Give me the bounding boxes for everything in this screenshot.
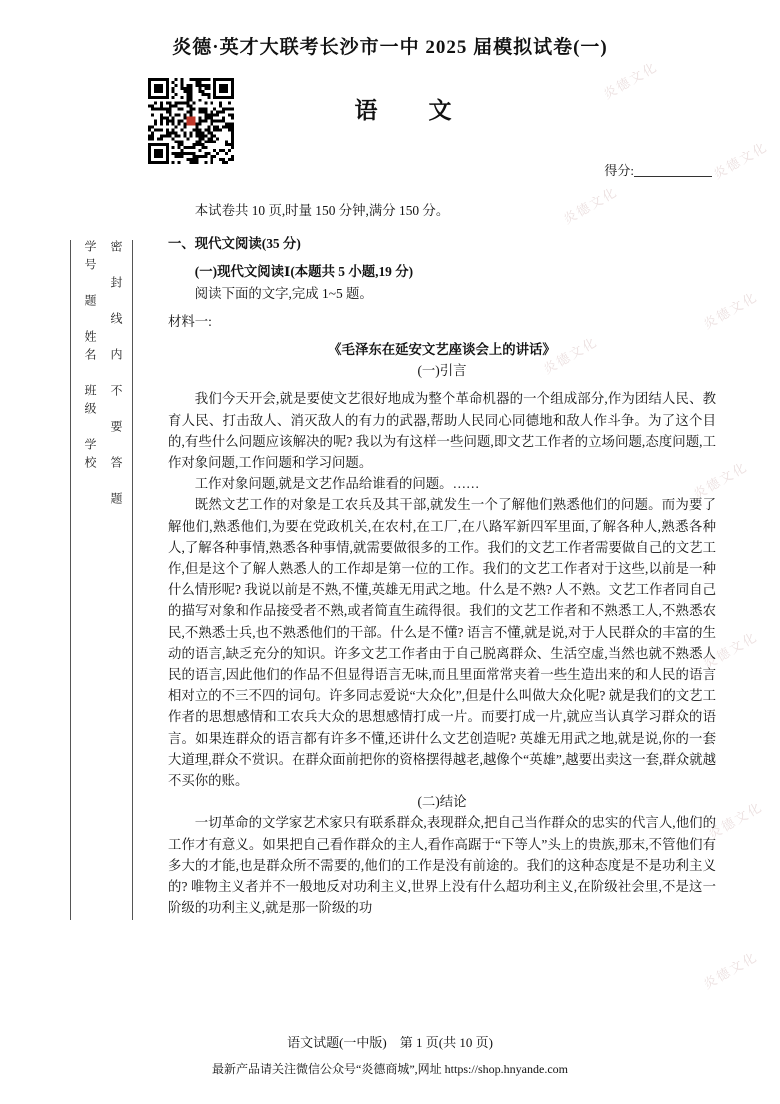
subject-title: 语 文 [354,98,466,123]
paragraph-4: 一切革命的文学家艺术家只有联系群众,表现群众,把自己当作群众的忠实的代言人,他们的工作才有意义。如果把自己看作群众的主人,看作高踞于“下等人”头上的贵族,那末,不管他们有多大的才能,也是群众所不需要的,他们的工作是没有前途的。我们的这种态度是不是功利主义的? 唯物主义者并不一般地反对功利主义,世界上没有什么超功利主义,在阶级社会里,不是这一阶级的功利主义,就是那一阶级的功 [168,815,716,916]
watermark: 炎德文化 [700,948,761,992]
subsection-heading-1: (一)现代文阅读Ⅰ(本题共 5 小题,19 分) [194,264,414,280]
sealing-line-column [60,240,140,920]
footer-advertisement: 最新产品请关注微信公众号“炎德商城”,网址 https://shop.hnyande.com [212,1062,568,1076]
chapter-heading-2: (二)结论 [417,794,467,810]
score-field [604,160,712,179]
page-title: 炎德·英才大联考长沙市一中 2025 届模拟试卷(一) [172,37,608,58]
paragraph-2: 工作对象问题,就是文艺作品给谁看的问题。…… [194,476,480,492]
score-label: 得分: [604,163,634,178]
section-heading-1: 一、现代文阅读(35 分) [168,236,301,252]
score-blank [634,163,712,177]
material-label: 材料一: [168,313,212,329]
qr-code-image [148,78,234,164]
subsection-note: 阅读下面的文字,完成 1~5 题。 [194,285,373,301]
watermark: 炎德文化 [600,58,661,102]
watermark: 炎德文化 [560,183,621,227]
paragraph-1: 我们今天开会,就是要使文艺很好地成为整个革命机器的一个组成部分,作为团结人民、教育人民、打击敌人、消灭敌人的有力的武器,帮助人民同心同德地和敌人作斗争。为了这个目的,有些什么问题应该解决的呢? 我以为有这样一些问题,即文艺工作者的立场问题,态度问题,工作对象问题,工作问题和学习问题。 [168,391,716,471]
watermark: 炎德文化 [700,288,761,332]
material-title: 《毛泽东在延安文艺座谈会上的讲话》 [328,342,556,358]
instructions-line: 本试卷共 10 页,时量 150 分钟,满分 150 分。 [194,203,450,218]
watermark: 炎德文化 [705,798,766,842]
sealing-text-fields: 学号 题 姓名 班级 学校 [83,240,97,474]
watermark: 炎德文化 [690,458,751,502]
paragraph-3: 既然文艺工作的对象是工农兵及其干部,就发生一个了解他们熟悉他们的问题。而为要了解他们,熟悉他们,为要在党政机关,在农村,在工厂,在八路军新四军里面,了解各种人,熟悉各种人,了解各种事情,熟悉各种事情,就需要做很多的工作。我们的文艺工作者需要做自己的文艺工作,但是这个了解人熟悉人的工作却是第一位的工作。我们的文艺工作者对于这些,以前是一种什么情形呢? 我说以前是不熟,不懂,英雄无用武之地。什么是不熟? 人不熟。文艺工作者同自己的描写对象和作品接受者不熟,或者简直生疏得很。我们的文艺工作者和不熟悉工人,不熟悉农民,不熟悉士兵,也不熟悉他们的干部。什么是不懂? 语言不懂,就是说,对于人民群众的丰富的生动的语言,缺乏充分的知识。许多文艺工作者由于自己脱离群众、生活空虚,当然也就不熟悉人民的语言,因此他们的作品不但显得语言无味,而且里面常常夹着一些生造出来的和人民的语言相对立的不三不四的词句。许多同志爱说“大众化”,但是什么叫做大众化呢? 就是我们的文艺工作者的思想感情和工农兵大众的思想感情打成一片。而要打成一片,就应当认真学习群众的语言。如果连群众的语言都有许多不懂,还讲什么文艺创造呢? 英雄无用武之地,就是说,你的一套大道理,群众不赏识。在群众面前把你的资格摆得越老,越像个“英雄”,越要出卖这一套,群众就越不买你的账。 [168,497,716,789]
sealing-rule-right [132,240,133,920]
document-body [168,200,716,919]
sealing-rule-left [70,240,71,920]
watermark: 炎德文化 [700,628,761,672]
footer-page-number: 语文试题(一中版) 第 1 页(共 10 页) [287,1035,493,1050]
chapter-heading-1: (一)引言 [417,363,467,379]
watermark: 炎德文化 [540,333,601,377]
sealing-text-notice: 密 封 线 内 不 要 答 题 [109,240,123,510]
watermark: 炎德文化 [710,138,771,182]
